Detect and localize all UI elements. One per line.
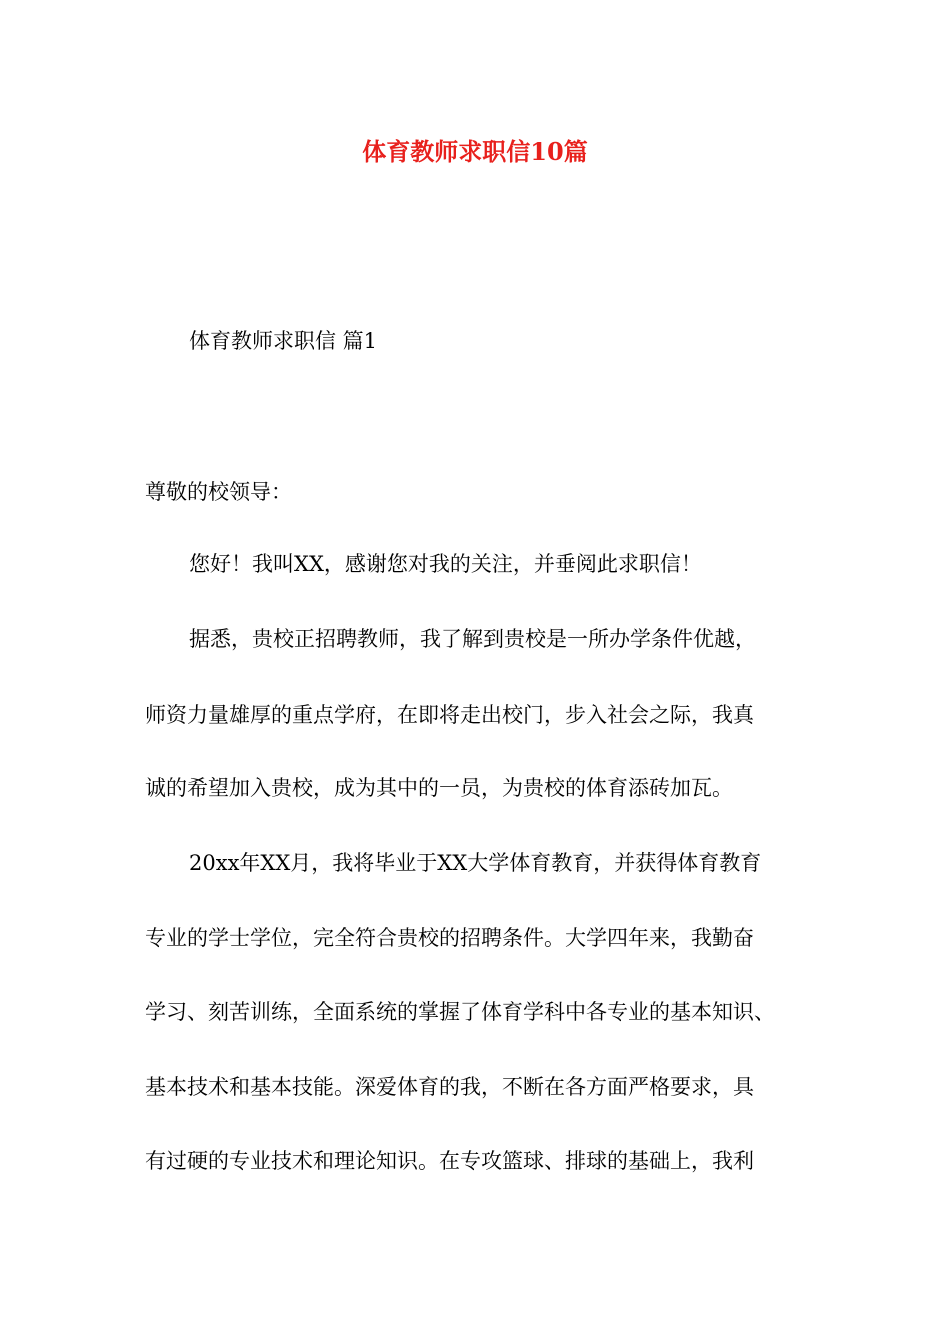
- paragraph-line: 专业的学士学位，完全符合贵校的招聘条件。大学四年来，我勤奋: [145, 926, 754, 950]
- paragraph-line: 师资力量雄厚的重点学府，在即将走出校门，步入社会之际，我真: [145, 703, 754, 727]
- paragraph-line: 您好！我叫XX，感谢您对我的关注，并垂阅此求职信！: [189, 552, 702, 576]
- paragraph-line: 诚的希望加入贵校，成为其中的一员，为贵校的体育添砖加瓦。: [145, 776, 733, 800]
- paragraph-line: 据悉，贵校正招聘教师，我了解到贵校是一所办学条件优越，: [189, 627, 756, 651]
- salutation: 尊敬的校领导：: [145, 480, 292, 504]
- section-heading: 体育教师求职信 篇1: [189, 329, 378, 353]
- paragraph-line: 基本技术和基本技能。深爱体育的我，不断在各方面严格要求，具: [145, 1075, 754, 1099]
- paragraph-line: 学习、刻苦训练，全面系统的掌握了体育学科中各专业的基本知识、: [145, 1000, 775, 1024]
- paragraph-line: 20xx年XX月，我将毕业于XX大学体育教育，并获得体育教育: [189, 851, 762, 875]
- paragraph-line: 有过硬的专业技术和理论知识。在专攻篮球、排球的基础上，我利: [145, 1149, 754, 1173]
- document-title: 体育教师求职信10篇: [362, 137, 588, 166]
